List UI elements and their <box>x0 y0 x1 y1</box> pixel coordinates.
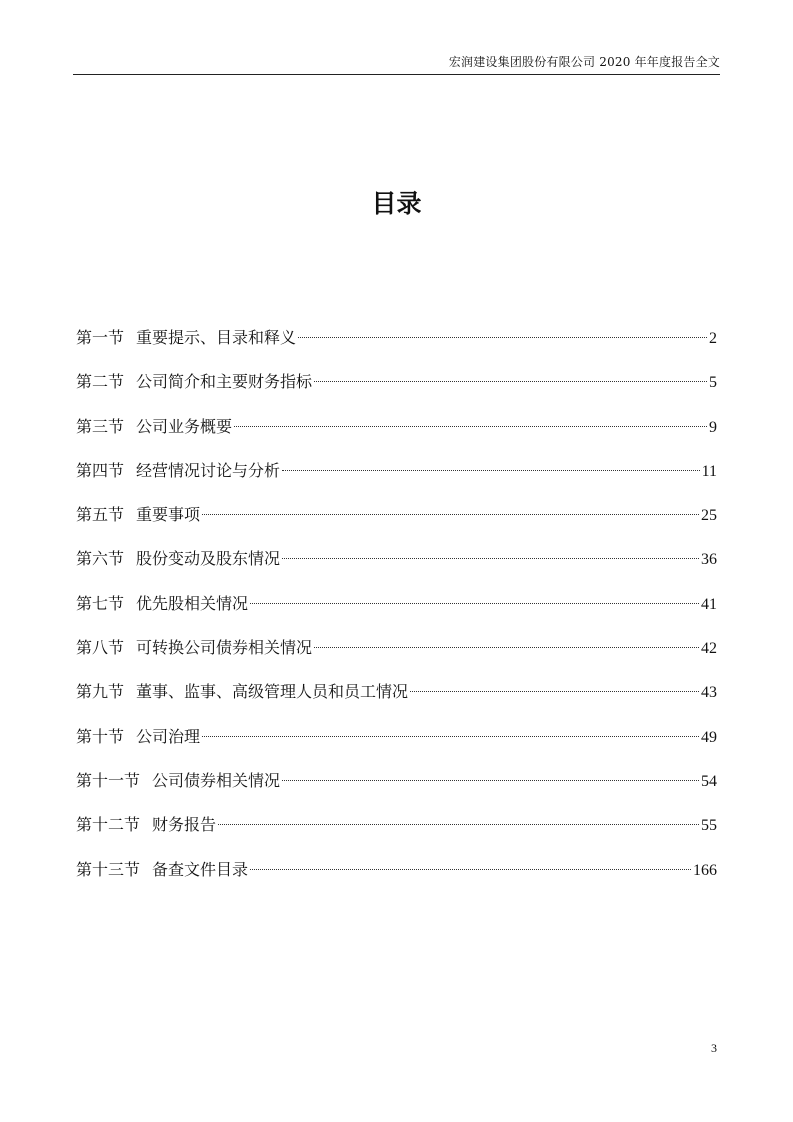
toc-section-label: 第七节 <box>76 593 125 613</box>
dot-leader <box>282 470 700 471</box>
toc-section-label: 第四节 <box>76 460 125 480</box>
toc-section-label: 第十二节 <box>76 815 141 835</box>
dot-leader <box>250 869 691 870</box>
toc-section-label: 第八节 <box>76 638 125 658</box>
toc-entry-title: 优先股相关情况 <box>136 593 249 613</box>
toc-page-number: 49 <box>701 728 717 746</box>
toc-entry[interactable] <box>76 326 717 370</box>
toc-entry[interactable] <box>76 547 717 591</box>
dot-leader <box>314 647 699 648</box>
dot-leader <box>410 691 699 692</box>
toc-entry[interactable] <box>76 459 717 503</box>
toc-entry-title: 公司债券相关情况 <box>152 770 281 790</box>
toc-entry-title: 重要提示、目录和释义 <box>136 328 297 347</box>
toc-page-number: 42 <box>701 640 717 658</box>
toc-section-label: 第三节 <box>76 416 125 436</box>
table-of-contents <box>76 326 717 902</box>
toc-entry-title: 公司简介和主要财务指标 <box>136 372 313 392</box>
toc-entry[interactable] <box>76 370 717 414</box>
dot-leader <box>234 426 707 427</box>
toc-page-number: 9 <box>709 418 717 436</box>
running-header: 宏润建设集团股份有限公司 2020 年年度报告全文 <box>448 55 720 69</box>
dot-leader <box>250 603 699 604</box>
toc-entry-title: 公司治理 <box>136 726 201 746</box>
toc-entry[interactable] <box>76 769 717 813</box>
toc-section-label: 第五节 <box>76 505 125 525</box>
toc-entry-title: 财务报告 <box>152 815 217 835</box>
toc-page-number: 11 <box>701 462 717 480</box>
toc-section-label: 第六节 <box>76 549 125 569</box>
toc-entry[interactable] <box>76 858 717 902</box>
toc-section-label: 第一节 <box>76 328 125 347</box>
toc-section-label: 第十一节 <box>76 770 141 790</box>
toc-page-number: 2 <box>709 330 717 347</box>
dot-leader <box>282 558 699 559</box>
dot-leader <box>218 824 699 825</box>
toc-page-number: 43 <box>701 684 717 702</box>
toc-entry-title: 重要事项 <box>136 505 201 525</box>
toc-page-number: 55 <box>701 817 717 835</box>
toc-entry-title: 经营情况讨论与分析 <box>136 460 281 480</box>
toc-entry[interactable] <box>76 813 717 857</box>
toc-entry[interactable] <box>76 636 717 680</box>
toc-entry[interactable] <box>76 592 717 636</box>
toc-page-number: 36 <box>701 551 717 569</box>
toc-entry[interactable] <box>76 680 717 724</box>
toc-entry-title: 备查文件目录 <box>152 859 249 879</box>
page-number: 3 <box>711 1041 717 1055</box>
toc-section-label: 第二节 <box>76 372 125 392</box>
toc-entry[interactable] <box>76 503 717 547</box>
toc-entry-title: 公司业务概要 <box>136 416 233 436</box>
dot-leader <box>298 337 707 338</box>
toc-page-number: 25 <box>701 507 717 525</box>
toc-section-label: 第九节 <box>76 682 125 702</box>
dot-leader <box>202 514 699 515</box>
toc-section-label: 第十三节 <box>76 859 141 879</box>
header-divider <box>73 74 720 75</box>
toc-page-number: 54 <box>701 772 717 790</box>
toc-page-number: 41 <box>701 595 717 613</box>
dot-leader <box>202 736 699 737</box>
toc-section-label: 第十节 <box>76 726 125 746</box>
toc-entry-title: 董事、监事、高级管理人员和员工情况 <box>136 682 409 702</box>
toc-page-number: 5 <box>709 374 717 392</box>
dot-leader <box>282 780 699 781</box>
toc-page-number: 166 <box>693 861 717 879</box>
toc-entry[interactable] <box>76 415 717 459</box>
dot-leader <box>314 381 707 382</box>
toc-entry-title: 可转换公司债券相关情况 <box>136 638 313 658</box>
page-title: 目录 <box>371 189 422 218</box>
toc-entry[interactable] <box>76 725 717 769</box>
toc-entry-title: 股份变动及股东情况 <box>136 549 281 569</box>
